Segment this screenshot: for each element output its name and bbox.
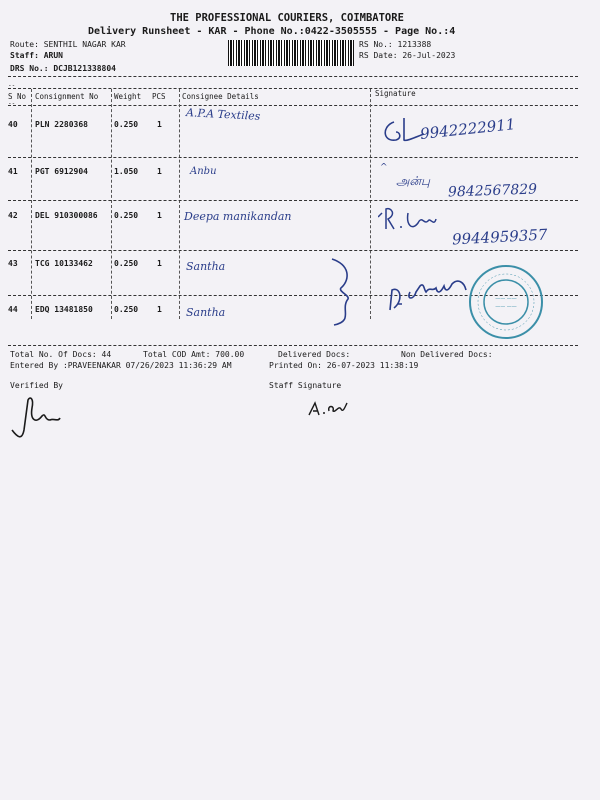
entered-by: Entered By :PRAVEENAKAR 07/26/2023 11:36:29 AM <box>10 361 232 370</box>
row-weight: 1.050 <box>114 167 139 176</box>
row-weight: 0.250 <box>114 259 139 268</box>
svg-text:—— ——: —— —— <box>495 296 517 302</box>
row-divider <box>8 250 578 251</box>
row-pcs: 1 <box>157 305 162 314</box>
divider <box>8 88 578 89</box>
row-sno: 42 <box>8 211 18 220</box>
row-signature-phone: 9942222911 <box>419 115 517 143</box>
signature-scribble <box>380 270 480 315</box>
row-consignee-handwritten: Anbu <box>190 166 217 177</box>
printed-on: Printed On: 26-07-2023 11:38:19 <box>269 361 419 370</box>
header-consignment: Consignment No <box>35 92 99 101</box>
row-consignee-handwritten: Santha <box>186 306 226 319</box>
row-sno: 43 <box>8 259 18 268</box>
row-weight: 0.250 <box>114 211 139 220</box>
row-pcs: 1 <box>157 259 162 268</box>
row-signature-phone: 9944959357 <box>451 225 548 249</box>
divider <box>8 345 578 346</box>
column-divider <box>31 89 32 319</box>
total-cod: Total COD Amt: 700.00 <box>143 350 245 359</box>
header-weight: Weight <box>114 92 142 101</box>
row-pcs: 1 <box>157 211 162 220</box>
row-consignee-handwritten: Santha <box>186 260 226 273</box>
header-pcs: PCS <box>152 92 166 101</box>
verified-by-label: Verified By <box>10 381 63 390</box>
drs-number: DRS No.: DCJB121338804 <box>10 64 116 73</box>
row-sno: 41 <box>8 167 18 176</box>
row-weight: 0.250 <box>114 305 139 314</box>
row-consignee-handwritten: A.P.A Textiles <box>185 106 261 123</box>
barcode-image <box>228 40 354 66</box>
route-label: Route: SENTHIL NAGAR KAR <box>10 40 126 49</box>
column-divider <box>111 89 112 319</box>
divider <box>8 105 578 106</box>
row-divider <box>8 200 578 201</box>
staff-label: Staff: ARUN <box>10 51 63 60</box>
divider-mark: -- <box>8 100 16 107</box>
divider <box>8 76 578 77</box>
row-pcs: 1 <box>157 167 162 176</box>
row-divider <box>8 157 578 158</box>
svg-text:—— ——: —— —— <box>495 304 517 310</box>
row-pcs: 1 <box>157 120 162 129</box>
staff-signature <box>305 395 355 420</box>
column-divider <box>179 89 180 319</box>
column-divider <box>370 89 371 319</box>
divider-mark: -- <box>8 82 16 89</box>
row-sno: 44 <box>8 305 18 314</box>
row-consignment: PGT 6912904 <box>35 167 88 176</box>
rs-number: RS No.: 1213388 <box>359 40 432 49</box>
row-consignment: TCG 10133462 <box>35 259 93 268</box>
total-docs: Total No. Of Docs: 44 <box>10 350 112 359</box>
verifier-signature <box>8 390 68 445</box>
row-consignee-handwritten: Deepa manikandan <box>184 210 292 223</box>
company-title: THE PROFESSIONAL COURIERS, COIMBATORE <box>170 12 404 24</box>
signature-scribble <box>378 108 428 148</box>
delivered-docs: Delivered Docs: <box>278 350 351 359</box>
staff-signature-label: Staff Signature <box>269 381 342 390</box>
header-sno: S No <box>8 92 27 101</box>
row-signature-word: அன்பு <box>396 174 430 188</box>
runsheet-subtitle: Delivery Runsheet - KAR - Phone No.:0422-3505555 - Page No.:4 <box>88 26 456 37</box>
brace-mark <box>320 255 370 330</box>
row-consignment: PLN 2280368 <box>35 120 88 129</box>
rs-date: RS Date: 26-Jul-2023 <box>359 51 456 60</box>
row-sno: 40 <box>8 120 18 129</box>
signature-mark: ^ <box>380 163 388 173</box>
signature-scribble <box>378 205 458 235</box>
row-signature-phone: 9842567829 <box>447 181 538 201</box>
header-signature: Signature <box>375 89 416 98</box>
non-delivered-docs: Non Delivered Docs: <box>401 350 493 359</box>
header-consignee: Consignee Details <box>182 92 259 101</box>
row-consignment: DEL 910300086 <box>35 211 98 220</box>
company-stamp <box>466 262 546 342</box>
row-weight: 0.250 <box>114 120 139 129</box>
row-consignment: EDQ 13481850 <box>35 305 93 314</box>
